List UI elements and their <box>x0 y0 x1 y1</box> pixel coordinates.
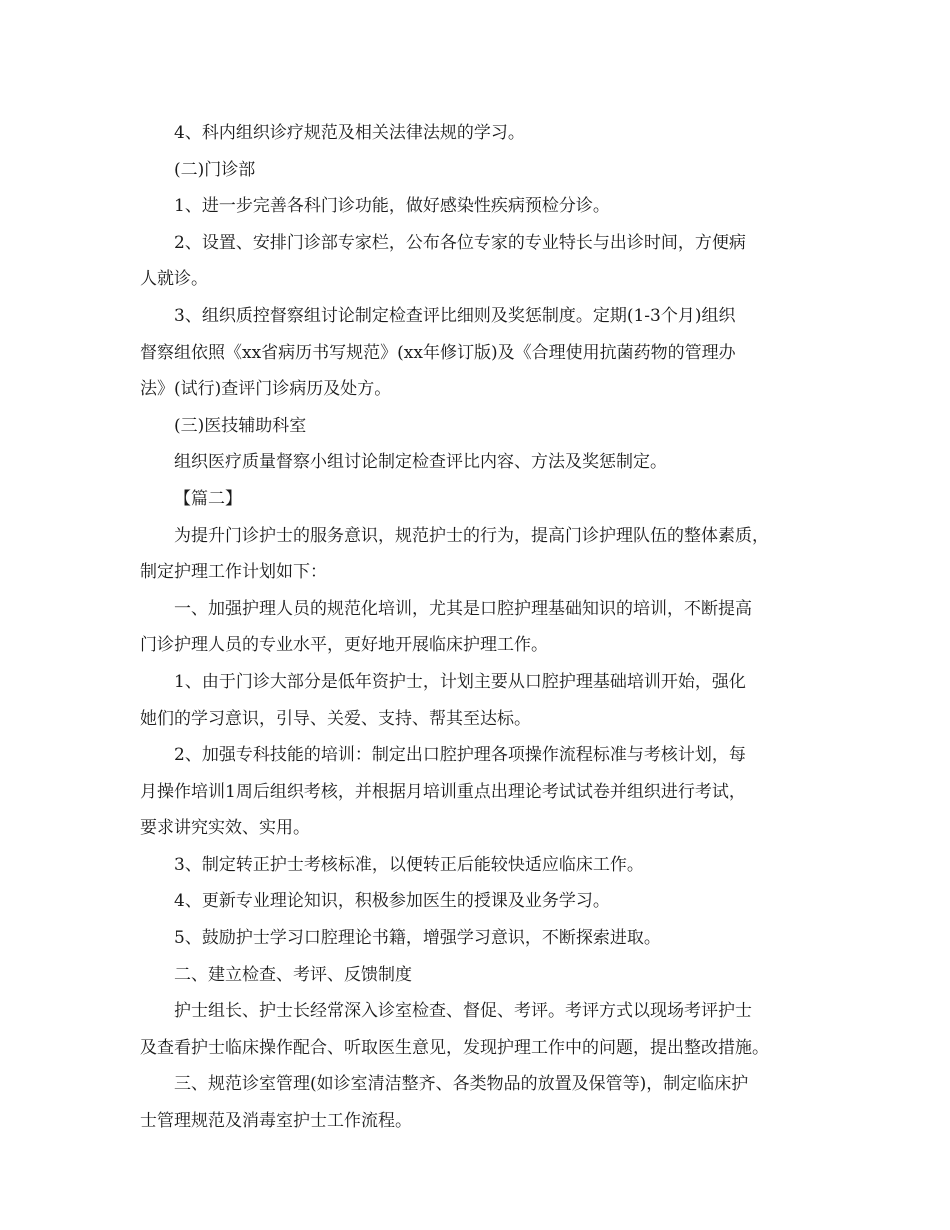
text-line: 为提升门诊护士的服务意识，规范护士的行为，提高门诊护理队伍的整体素质， <box>174 525 769 546</box>
text-line: 3、组织质控督察组讨论制定检查评比细则及奖惩制度。定期(1-3个月)组织 <box>174 305 736 326</box>
text-line: 1、由于门诊大部分是低年资护士，计划主要从口腔护理基础培训开始，强化 <box>174 671 746 692</box>
text-line: 要求讲究实效、实用。 <box>140 818 310 839</box>
document-body <box>140 115 830 1140</box>
text-line: 人就诊。 <box>140 269 208 290</box>
section-heading: 三、规范诊室管理(如诊室清洁整齐、各类物品的放置及保管等)，制定临床护 <box>174 1074 749 1095</box>
chapter-heading: 【篇二】 <box>174 488 242 509</box>
text-line: 法》(试行)查评门诊病历及处方。 <box>140 379 392 400</box>
text-line: 1、进一步完善各科门诊功能，做好感染性疾病预检分诊。 <box>174 196 610 217</box>
text-line: 月操作培训1周后组织考核，并根据月培训重点出理论考试试卷并组织进行考试， <box>140 781 746 802</box>
text-line: 5、鼓励护士学习口腔理论书籍，增强学习意识，不断探索进取。 <box>174 928 661 949</box>
text-line: 2、加强专科技能的培训：制定出口腔护理各项操作流程标准与考核计划，每 <box>174 745 746 766</box>
text-line: 护士组长、护士长经常深入诊室检查、督促、考评。考评方式以现场考评护士 <box>174 1001 752 1022</box>
section-heading: (二)门诊部 <box>174 159 256 180</box>
text-line: 4、科内组织诊疗规范及相关法律法规的学习。 <box>174 123 525 143</box>
text-line: 3、制定转正护士考核标准，以便转正后能较快适应临床工作。 <box>174 854 644 875</box>
section-heading: (三)医技辅助科室 <box>174 415 307 436</box>
text-line: 2、设置、安排门诊部专家栏，公布各位专家的专业特长与出诊时间，方便病 <box>174 232 746 253</box>
text-line: 及查看护士临床操作配合、听取医生意见，发现护理工作中的问题，提出整改措施。 <box>140 1037 769 1058</box>
section-heading: 二、建立检查、考评、反馈制度 <box>174 964 412 985</box>
text-line: 她们的学习意识，引导、关爱、支持、帮其至达标。 <box>140 708 531 729</box>
text-line: 4、更新专业理论知识，积极参加医生的授课及业务学习。 <box>174 891 610 912</box>
text-line: 士管理规范及消毒室护士工作流程。 <box>140 1111 412 1132</box>
section-heading: 一、加强护理人员的规范化培训，尤其是口腔护理基础知识的培训，不断提高 <box>174 598 752 619</box>
text-line: 督察组依照《xx省病历书写规范》(xx年修订版)及《合理使用抗菌药物的管理办 <box>140 342 736 363</box>
text-line: 组织医疗质量督察小组讨论制定检查评比内容、方法及奖惩制定。 <box>174 452 667 473</box>
text-line: 门诊护理人员的专业水平，更好地开展临床护理工作。 <box>140 635 548 656</box>
text-line: 制定护理工作计划如下： <box>140 562 327 583</box>
